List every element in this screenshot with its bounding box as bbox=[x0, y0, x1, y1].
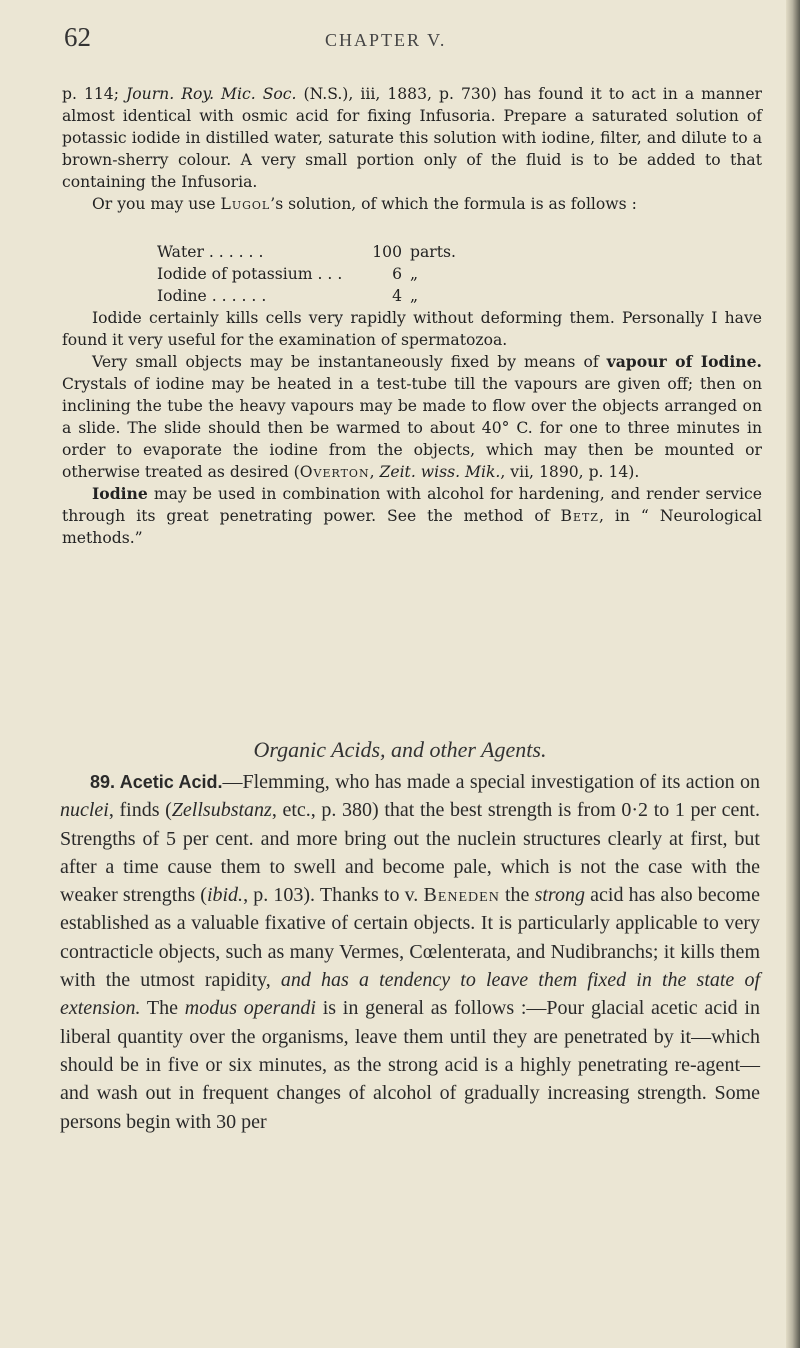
author-name: Overton bbox=[299, 463, 370, 481]
citation-journal: Journ. Roy. Mic. Soc. bbox=[126, 85, 297, 103]
bold-term: Iodine bbox=[92, 484, 148, 503]
paragraph-acetic-acid: 89. Acetic Acid.—Flemming, who has made a special investigation of its action on nuclei, finds (Zellsubstanz, etc., p. 380) that the best strength is from 0·2 to 1 per cent. Strengths of 5 per cent. and more bring out the nuclein structures clearly at first, but after a time cause them to swell and become pale, which is not the case with the weaker strengths (ibid., p. 103). Thanks to v. Beneden the strong acid has also become established as a valuable fixative of certain objects. It is particularly applicable to very contracticle objects, such as many Vermes, Cœlenterata, and Nudibranchs; it kills them with the utmost rapidity, and has a tendency to leave them fixed in the state of extension. The modus operandi is in general as follows :—Pour glacial acetic acid in liberal quantity over the organisms, leave them until they are penetrated by it—which should be in five or six minutes, as the strong acid is a highly penetrating re-agent—and wash out in frequent changes of alcohol of gradually increasing strength. Some persons begin with 30 per bbox=[60, 771, 761, 1133]
text: p. 114; bbox=[62, 85, 127, 103]
author-name: Beneden bbox=[423, 884, 500, 907]
formula-row: Water . . . . . . 100 parts. bbox=[157, 243, 456, 261]
paragraph-lugol: Or you may use Lugol’s solution, of which the formula is as follows : bbox=[92, 195, 637, 213]
formula-row: Iodine . . . . . . 4 „ bbox=[157, 287, 419, 305]
paragraph-vapour-of-iodine: Very small objects may be instantaneously fixed by means of vapour of Iodine. Crystals of iodine may be heated in a test-tube till the vapours are given off; then on inclining the tube the heavy vapours may be made to flow over the objects arranged on a slide. The slide should then be warmed to about 40° C. for one to three minutes in order to evaporate the iodine from the objects, which may then be mounted or otherwise treated as desired (Overton, Zeit. wiss. Mik., vii, 1890, p. 14). bbox=[62, 352, 762, 481]
running-title: CHAPTER V. bbox=[325, 30, 447, 50]
page-number: 62 bbox=[64, 22, 91, 52]
author-name: Lugol bbox=[220, 195, 271, 213]
lugol-formula-table bbox=[157, 241, 456, 307]
section-label: 89. Acetic Acid. bbox=[90, 772, 223, 792]
author-name: Betz bbox=[560, 507, 599, 525]
paragraphs-iodine bbox=[62, 307, 762, 549]
bold-term: vapour of Iodine. bbox=[606, 352, 762, 371]
paragraph-potassic-iodide bbox=[62, 83, 762, 215]
section-heading: Organic Acids, and other Agents. bbox=[253, 737, 547, 762]
citation-journal: Zeit. wiss. Mik. bbox=[379, 463, 501, 481]
paragraph-spermatozoa: Iodide certainly kills cells very rapidly without deforming them. Personally I have found it very useful for the examination of spermatozoa. bbox=[62, 309, 762, 349]
page-edge-shadow bbox=[786, 0, 800, 1348]
paragraph-iodine-alcohol: Iodine may be used in combination with alcohol for hardening, and render service through its great penetrating power. See the method of Betz, in “ Neurological methods.” bbox=[62, 484, 762, 547]
formula-row: Iodide of potassium . . . 6 „ bbox=[157, 265, 419, 283]
text: (N.S.), iii, 1883, p. 730) has found it to act in a manner almost identical with osmic acid for fixing Infusoria. Prepare a saturated solution of potassic iodide in distilled water, saturate this solution with iodine, filter, and dilute to a brown-sherry colour. A very small portion only of the fluid is to be added to that containing the Infusoria. bbox=[62, 85, 762, 191]
